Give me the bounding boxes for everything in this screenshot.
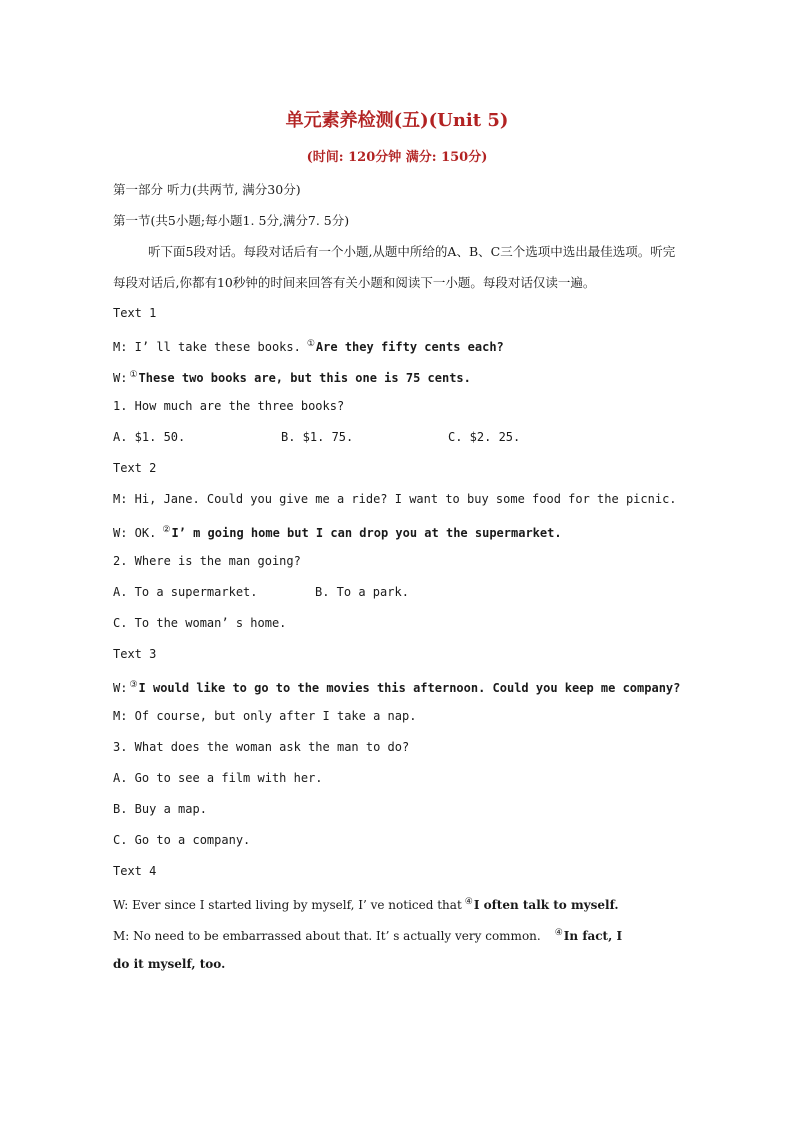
question-2: 2. Where is the man going? [113, 554, 301, 568]
question-1: 1. How much are the three books? [113, 399, 345, 413]
text4-man-line [113, 918, 683, 949]
option-a: A. To a supermarket. [113, 585, 258, 599]
option-a: A. Go to see a film with her. [113, 771, 323, 785]
dialog-prefix: M: No need to be embarrassed about that. It’ s actually very common. [113, 929, 541, 943]
text1-woman-line [113, 360, 683, 391]
circled-number-marker: ④ [554, 928, 563, 938]
dialog-bold-text: In fact, I [563, 929, 623, 943]
text3-label: Text 3 [113, 647, 157, 661]
part1-heading: 第一部分 听力(共两节, 满分30分) [113, 182, 301, 197]
circled-number-marker: ④ [464, 897, 473, 907]
text4-woman-line [113, 887, 683, 918]
option-a: A. $1. 50. [113, 430, 186, 444]
text4-man-line-continued: do it myself, too. [113, 957, 226, 971]
dialog-bold-text: I’ m going home but I can drop you at the supermarket. [171, 526, 562, 540]
option-b: B. Buy a map. [113, 802, 207, 816]
option-c: C. To the woman’ s home. [113, 616, 287, 630]
option-c: C. $2. 25. [448, 430, 521, 444]
text2-woman-line [113, 515, 683, 546]
circled-number-marker: ② [162, 525, 171, 535]
dialog-bold-text: I often talk to myself. [473, 898, 619, 912]
text4-label: Text 4 [113, 864, 157, 878]
dialog-bold-text: I would like to go to the movies this afternoon. Could you keep me company? [138, 681, 681, 695]
dialog-prefix: W: Ever since I started living by myself, I’ ve noticed that [113, 898, 462, 912]
option-b: B. $1. 75. [281, 430, 354, 444]
dialog-prefix: W: OK. [113, 526, 157, 540]
text1-man-line [113, 329, 683, 360]
circled-number-marker: ① [129, 370, 138, 380]
question-3: 3. What does the woman ask the man to do? [113, 740, 410, 754]
text3-man-line: M: Of course, but only after I take a nap. [113, 709, 417, 723]
dialog-bold-text: Are they fifty cents each? [315, 340, 504, 354]
dialog-prefix: M: I’ ll take these books. [113, 340, 301, 354]
question-1-options [113, 422, 683, 453]
text3-woman-line [113, 670, 683, 701]
text2-label: Text 2 [113, 461, 157, 475]
dialog-prefix: W: [113, 371, 128, 385]
text2-man-line: M: Hi, Jane. Could you give me a ride? I want to buy some food for the picnic. [113, 492, 677, 506]
page-subtitle: (时间: 120分钟 满分: 150分) [306, 150, 488, 165]
dialog-prefix: W: [113, 681, 128, 695]
option-b: B. To a park. [315, 585, 409, 599]
text1-label: Text 1 [113, 306, 157, 320]
option-c: C. Go to a company. [113, 833, 251, 847]
question-2-options-ab [113, 577, 683, 608]
section1-heading: 第一节(共5小题;每小题1. 5分,满分7. 5分) [113, 213, 350, 228]
circled-number-marker: ① [306, 339, 315, 349]
circled-number-marker: ③ [129, 680, 138, 690]
document-body [113, 174, 683, 980]
instructions-paragraph: 听下面5段对话。每段对话后有一个小题,从题中所给的A、B、C三个选项中选出最佳选项。听完每段对话后,你都有10秒钟的时间来回答有关小题和阅读下一小题。每段对话仅读一遍。 [113, 244, 676, 290]
dialog-bold-text: These two books are, but this one is 75 cents. [138, 371, 471, 385]
page-title: 单元素养检测(五)(Unit 5) [285, 110, 509, 131]
